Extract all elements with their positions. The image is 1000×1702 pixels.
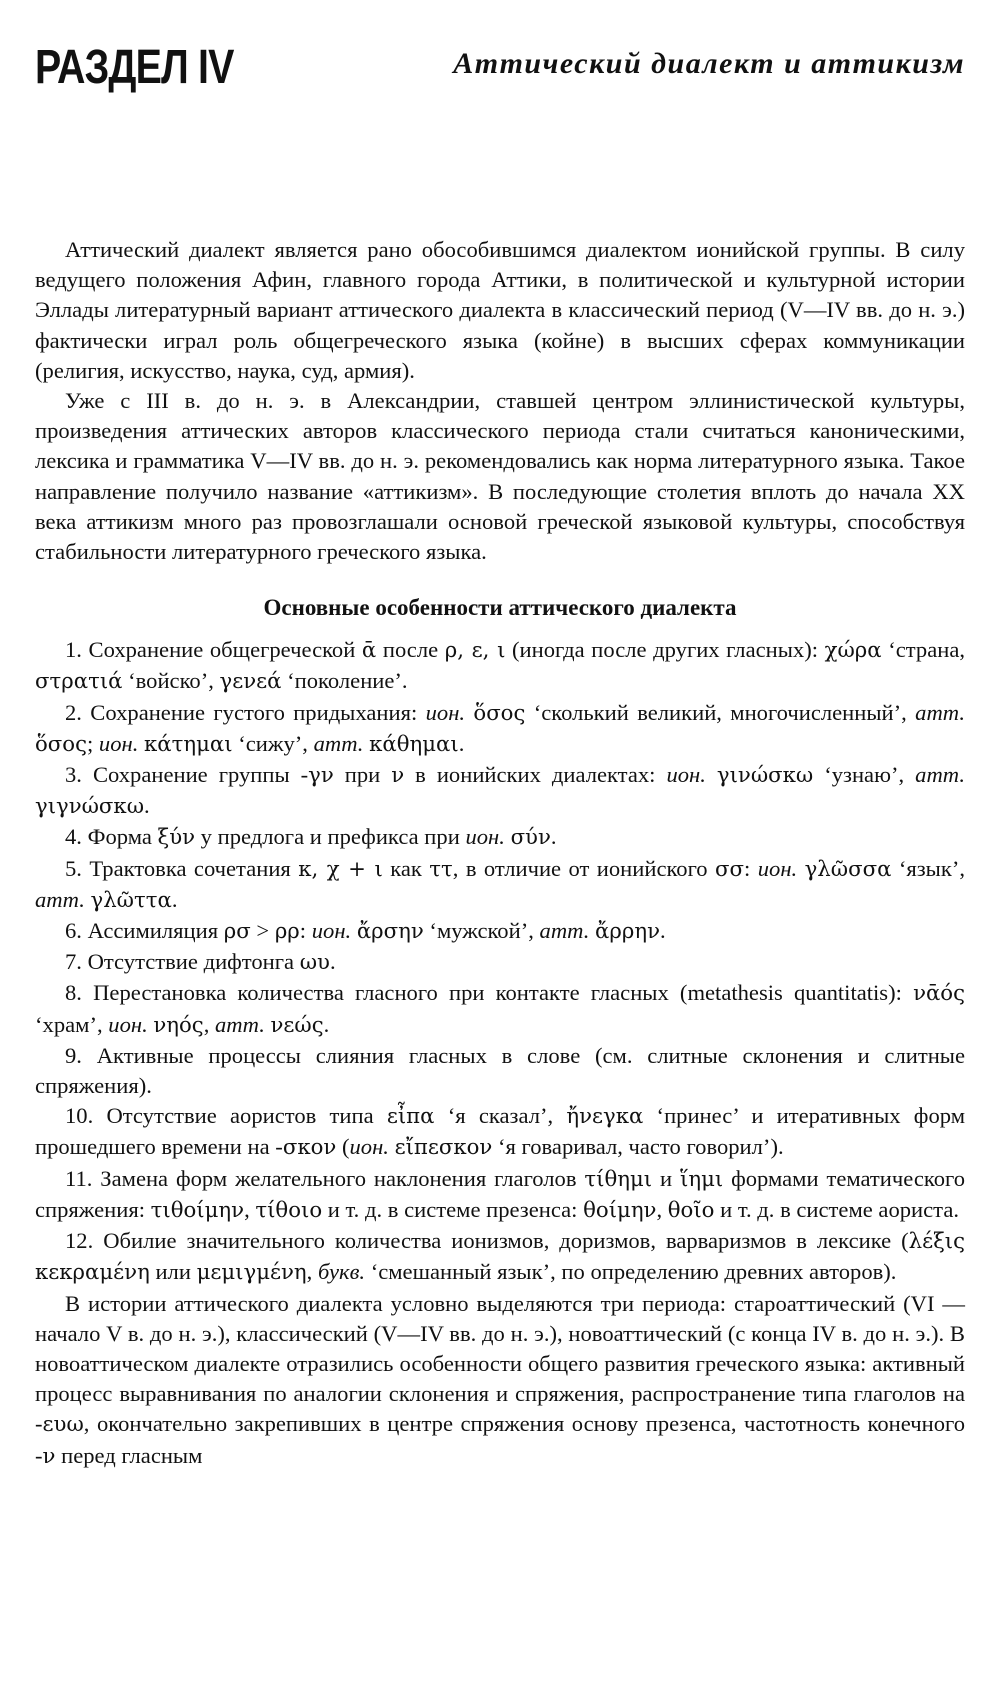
text-run [797,856,804,881]
abbreviation: ион. [425,699,466,725]
text-run: 3. Сохранение группы - [65,762,309,788]
text-run: , окончательно закрепивших в центре спряжения основу презенса, частотность конечного - [35,1411,965,1468]
greek-term: ᾱ [361,638,377,664]
greek-term: νεώς [270,1012,324,1038]
text-run: 11. Замена форм желательного наклонения глаголов [65,1165,585,1191]
greek-term: ρρ [274,919,300,945]
greek-term: εἴπεσκον [394,1135,493,1161]
text-run: 2. Сохранение густого придыхания: [65,699,426,725]
greek-term: εἶπα [386,1104,435,1130]
text-run: . [659,918,666,944]
greek-term: κάτημαι [144,731,233,757]
text-run: ‘я сказал’, [434,1103,567,1129]
abbreviation: ион. [108,1011,148,1037]
text-run: и т. д. в системе презенса: [322,1196,584,1222]
text-run: формами тематического спряжения: [35,1165,966,1222]
greek-term: θοίμην [583,1197,657,1223]
text-run: при [333,762,392,788]
greek-term: ὅσος [473,700,526,726]
greek-term: κάθημαι [369,731,459,757]
greek-term: θοῖο [667,1197,715,1223]
greek-term: σύν [510,825,551,851]
greek-term: σσ [715,856,745,882]
abbreviation: атт. [539,918,590,944]
greek-term: σκον [282,1135,337,1161]
feature-item [35,698,965,760]
text-run: как [382,855,430,881]
text-run: 1. Сохранение общегреческой [65,637,362,663]
abbreviation: ион. [349,1134,389,1160]
text-run: . [458,730,465,756]
text-run: после [376,637,445,663]
text-run: 12. Обилие значительного количества ионизмов, доризмов, варваризмов в лексике ( [65,1228,909,1254]
body-text [35,235,965,1472]
text-run [706,762,717,787]
text-run: : [299,918,312,944]
text-run: , [656,1196,668,1222]
greek-term: ευω [42,1412,84,1438]
text-run: 4. Форма [65,824,158,850]
text-run: , [306,1259,318,1285]
text-run: в ионийских диалектах: [404,762,667,788]
greek-term: ττ [429,856,453,882]
greek-term: τιθοίμην [150,1197,245,1223]
page-header [35,40,965,120]
feature-item [35,978,965,1040]
abbreviation: ион. [666,762,706,788]
section-title: РАЗДЕЛ IV [35,41,234,94]
abbreviation: букв. [317,1259,366,1285]
greek-term: στρατιά [35,669,123,695]
greek-term: χώρα [824,638,882,664]
greek-term: γενεά [219,669,282,695]
greek-term: γν [308,763,334,789]
text-run: ‘сколький великий, многочисленный’, [525,699,916,725]
abbreviation: атт. [313,730,364,756]
features-heading: Основные особенности аттического диалекта [263,595,737,621]
text-run: . [550,824,557,850]
greek-term: ἄρσην [356,919,424,945]
feature-item [35,854,965,916]
text-run: 5. Трактовка сочетания [65,855,299,881]
text-run: ‘сижу’, [232,730,314,756]
greek-term: νηός [153,1012,204,1038]
text-run: ; [86,730,99,756]
running-head: Аттический диалект и аттикизм [453,47,965,80]
text-run: , [244,1196,256,1222]
text-run: ‘я говаривал, часто говорил’). [492,1134,784,1160]
text-run: ‘страна, [881,637,966,663]
greek-term: ν [391,763,405,789]
intro-paragraph-2: Уже с III в. до н. э. в Александрии, ставшей центром эллинистической культуры, произведения аттических авторов классического периода стали считаться каноническими, лексика и грамматика V—IV вв. до н. э. рекомендовались как норма литературного языка. Такое направление получило название «аттикизм». В последующие столетия вплоть до начала XX века аттикизм много раз провозглашали основой греческой языковой культуры, способствуя стабильности литературного греческого языка. [35,388,965,565]
greek-term: ἤνεγκα [566,1104,644,1130]
text-run: ‘войско’, [122,668,220,694]
greek-term: ἄρρην [595,919,660,945]
greek-term: ρ, ε, ι [444,638,506,664]
greek-term: γιγνώσκω [35,794,145,820]
text-run: . [144,793,150,819]
greek-term: ὅσος [35,731,87,757]
abbreviation: атт. [35,886,85,912]
text-run: 9. Активные процессы слияния гласных в слове (см. слитные склонения и слитные спряжения). [35,1042,965,1099]
text-run: 7. Отсутствие дифтонга [65,949,300,975]
text-run: (иногда после других гласных): [505,637,825,663]
greek-term: λέξις κεκραμένη [35,1229,965,1286]
greek-term: ἵημι [680,1166,724,1192]
text-run: . [323,1011,330,1037]
greek-term: γλῶσσα [804,856,892,882]
text-run: ( [336,1134,350,1160]
text-run: ‘узнаю’, [813,762,916,788]
text-run: : [744,855,758,881]
greek-term: κ, χ + ι [298,856,383,882]
greek-term: ωυ [299,950,330,976]
greek-term: ν [42,1443,56,1469]
text-run: 10. Отсутствие аористов типа [65,1103,387,1129]
text-run: ‘принес’ и итеративных форм прошедшего времени на - [35,1103,965,1160]
greek-term: μεμιγμένη [196,1260,307,1286]
abbreviation: атт. [214,1011,265,1037]
feature-item [35,947,965,978]
greek-term: νᾱός [913,981,965,1007]
text-run: перед гласным [55,1442,203,1468]
abbreviation: ион. [757,855,798,881]
text-run: ‘храм’, [35,1011,109,1037]
greek-term: τίθημι [584,1166,653,1192]
greek-term: ρσ [223,919,251,945]
features-list [35,635,965,1288]
text-run: или [149,1259,197,1285]
feature-item [35,635,965,697]
text-run: ‘мужской’, [423,918,540,944]
text-run: , в отличие от ионийского [452,855,716,881]
history-paragraph [35,1289,965,1472]
abbreviation: атт. [915,699,965,725]
abbreviation: ион. [465,824,505,850]
greek-term: γλῶττα [90,887,172,913]
text-run: 8. Перестановка количества гласного при контакте гласных (metathesis quantitatis): [65,980,914,1006]
feature-item [35,822,965,853]
text-run: 6. Ассимиляция [65,918,224,944]
greek-term: γινώσκω [716,763,814,789]
text-run: ‘язык’, [891,855,965,881]
feature-item [35,1226,965,1288]
intro-paragraph-1: Аттический диалект является рано обособившимся диалектом ионийской группы. В силу ведущего положения Афин, главного города Аттики, в политической и культурной истории Эллады литературный вариант аттического диалекта в классический период (V—IV вв. до н. э.) фактически играл роль общегреческого языка (койне) в высших сферах коммуникации (религия, искусство, наука, суд, армия). [35,237,965,383]
greek-term: ξύν [157,825,196,851]
feature-item [35,760,965,822]
text-run: . [171,886,178,912]
feature-item [35,1041,965,1101]
feature-item [35,1101,965,1163]
text-run: у предлога и префикса при [195,824,466,850]
text-run: > [250,918,275,944]
text-run: . [329,949,336,975]
text-run: ‘поколение’. [281,668,408,694]
greek-term: τίθοιο [255,1197,323,1223]
text-run: В истории аттического диалекта условно выделяются три периода: староаттический (VI — начало V в. до н. э.), классический (V—IV вв. до н. э.), новоаттический (с конца IV в. до н. э.). В новоаттическом диалекте отразились особенности общего развития греческого языка: активный процесс выравнивания по аналогии склонения и спряжения, распространение типа глаголов на - [35,1290,965,1437]
text-run: и [652,1165,681,1191]
text-run: и т. д. в системе аориста. [714,1196,959,1222]
abbreviation: ион. [98,730,139,756]
feature-item [35,916,965,947]
abbreviation: атт. [915,762,965,788]
abbreviation: ион. [311,918,352,944]
text-run: ‘смешанный язык’, по определению древних авторов). [365,1259,897,1285]
feature-item [35,1164,965,1226]
text-run: , [203,1011,215,1037]
